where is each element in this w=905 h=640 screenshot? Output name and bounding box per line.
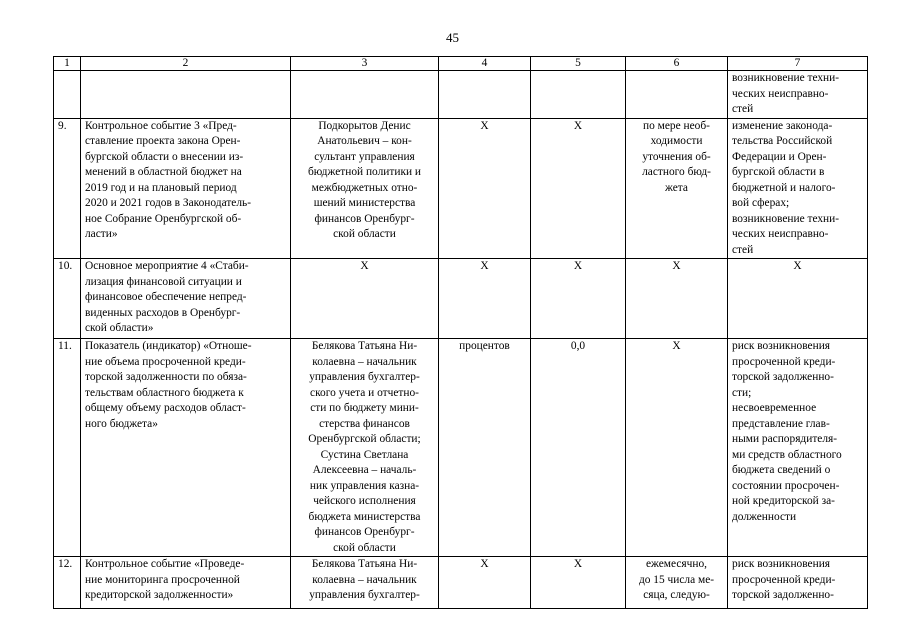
header-cell: 6 (626, 57, 728, 71)
value-cell: X (531, 557, 626, 609)
deadline-cell: X (626, 259, 728, 339)
row-number: 11. (54, 339, 81, 557)
responsible-cell: Подкорытов Денис Анатольевич – кон- сультант управления бюджетной политики и межбюджетных отно- шений министерства финансов Оренбург- ской области (291, 118, 439, 259)
header-cell: 1 (54, 57, 81, 71)
header-cell: 5 (531, 57, 626, 71)
event-cell (81, 71, 291, 119)
unit-cell (439, 71, 531, 119)
event-cell: Контрольное событие 3 «Пред- ставление проекта закона Орен- бургской области о внесении из- менений в областной бюджет на 2019 год и на плановый период 2020 и 2021 годов в Законодатель- ное Собрание Оренбургской об- ласти» (81, 118, 291, 259)
value-cell (531, 71, 626, 119)
risks-cell: X (728, 259, 868, 339)
table-row (54, 339, 868, 557)
unit-cell: процентов (439, 339, 531, 557)
risks-cell: риск возникновения просроченной креди- торской задолженно- (728, 557, 868, 609)
unit-cell: X (439, 118, 531, 259)
table-row (54, 118, 868, 259)
deadline-cell: по мере необ- ходимости уточнения об- ластного бюд- жета (626, 118, 728, 259)
unit-cell: X (439, 557, 531, 609)
event-cell: Показатель (индикатор) «Отноше- ние объема просроченной креди- торской задолженности по обяза- тельствам областного бюджета к общему объему расходов област- ного бюджета» (81, 339, 291, 557)
event-cell: Основное мероприятие 4 «Стаби- лизация финансовой ситуации и финансовое обеспечение непред- виденных расходов в Оренбург- ской области» (81, 259, 291, 339)
deadline-cell: X (626, 339, 728, 557)
responsible-cell (291, 71, 439, 119)
responsible-cell: Белякова Татьяна Ни- колаевна – начальник управления бухгалтер- ского учета и отчетно- сти по бюджету мини- стерства финансов Оренбургской области; Сустина Светлана Алексеевна – началь- ник управления казна- чейского исполнения бюджета министерства финансов Оренбург- ской области (291, 339, 439, 557)
row-number: 9. (54, 118, 81, 259)
value-cell: 0,0 (531, 339, 626, 557)
unit-cell: X (439, 259, 531, 339)
page-number: 45 (446, 30, 459, 45)
table-row (54, 71, 868, 119)
plan-table (53, 56, 868, 609)
header-cell: 3 (291, 57, 439, 71)
responsible-cell: X (291, 259, 439, 339)
table-row (54, 557, 868, 609)
header-cell: 2 (81, 57, 291, 71)
table-row (54, 259, 868, 339)
value-cell: X (531, 118, 626, 259)
row-number (54, 71, 81, 119)
row-number: 12. (54, 557, 81, 609)
row-number: 10. (54, 259, 81, 339)
risks-cell: возникновение техни- ческих неисправно- стей (728, 71, 868, 119)
header-row (54, 57, 868, 71)
deadline-cell (626, 71, 728, 119)
risks-cell: изменение законода- тельства Российской Федерации и Орен- бургской области в бюджетной и налого- вой сферах; возникновение техни- ческих неисправно- стей (728, 118, 868, 259)
header-cell: 7 (728, 57, 868, 71)
deadline-cell: ежемесячно, до 15 числа ме- сяца, следую- (626, 557, 728, 609)
header-cell: 4 (439, 57, 531, 71)
responsible-cell: Белякова Татьяна Ни- колаевна – начальник управления бухгалтер- (291, 557, 439, 609)
event-cell: Контрольное событие «Проведе- ние мониторинга просроченной кредиторской задолженности» (81, 557, 291, 609)
value-cell: X (531, 259, 626, 339)
risks-cell: риск возникновения просроченной креди- торской задолженно- сти; несвоевременное представление глав- ными распорядителя- ми средств областного бюджета сведений о состоянии просрочен- ной кредиторской за- долженности (728, 339, 868, 557)
